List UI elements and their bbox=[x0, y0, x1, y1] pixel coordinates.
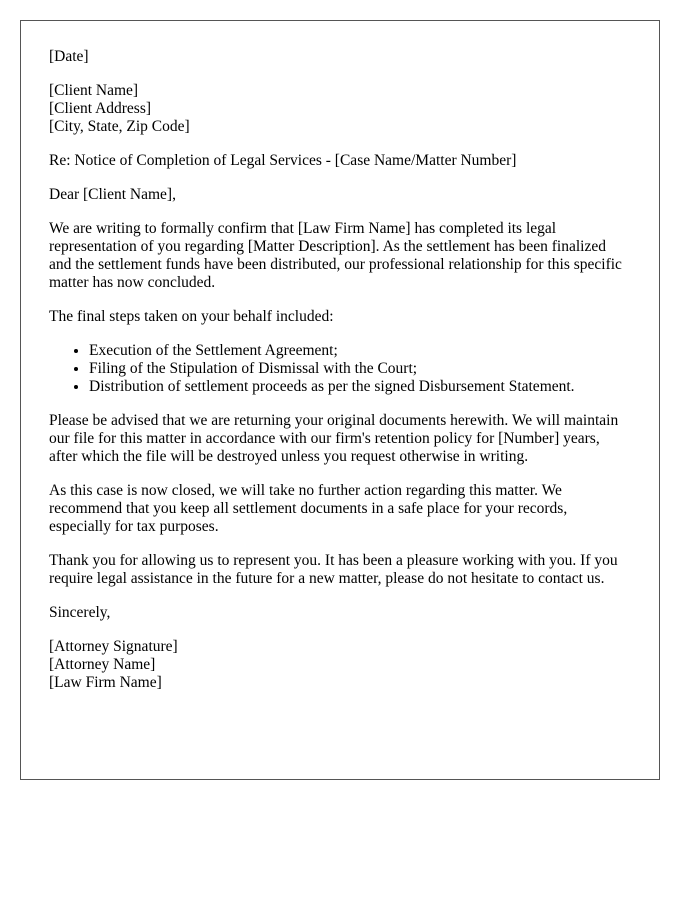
recipient-address: [Client Address] bbox=[49, 100, 152, 117]
list-item: • Execution of the Settlement Agreement; bbox=[89, 342, 631, 360]
attorney-signature: [Attorney Signature] bbox=[49, 638, 178, 655]
list-item: • Filing of the Stipulation of Dismissal with the Court; bbox=[89, 360, 631, 378]
steps-intro: The final steps taken on your behalf included: bbox=[49, 308, 334, 325]
salutation: Dear [Client Name], bbox=[49, 186, 176, 203]
recipient-block bbox=[49, 82, 631, 136]
letter-page bbox=[20, 20, 660, 780]
letter-date: [Date] bbox=[49, 48, 89, 65]
law-firm-name: [Law Firm Name] bbox=[49, 674, 162, 691]
signature-block bbox=[49, 638, 631, 692]
steps-list bbox=[49, 342, 631, 396]
list-item: • Distribution of settlement proceeds as per the signed Disbursement Statement. bbox=[89, 378, 631, 396]
body-paragraph-completion: We are writing to formally confirm that [Law Firm Name] has completed its legal representation of you regarding [Matter Description]. As the settlement has been finalized and the settlement funds have been distributed, our professional relationship for this specific matter has now concluded. bbox=[49, 220, 622, 291]
body-paragraph-case-closed: As this case is now closed, we will take no further action regarding this matter. We recommend that you keep all settlement documents in a safe place for your records, especially for tax purposes. bbox=[49, 482, 568, 535]
recipient-city-state-zip: [City, State, Zip Code] bbox=[49, 118, 190, 135]
attorney-name: [Attorney Name] bbox=[49, 656, 156, 673]
subject-line: Re: Notice of Completion of Legal Services - [Case Name/Matter Number] bbox=[49, 152, 517, 169]
recipient-name: [Client Name] bbox=[49, 82, 139, 99]
closing: Sincerely, bbox=[49, 604, 111, 621]
body-paragraph-thanks: Thank you for allowing us to represent you. It has been a pleasure working with you. If you require legal assistance in the future for a new matter, please do not hesitate to contact us. bbox=[49, 552, 618, 587]
body-paragraph-documents: Please be advised that we are returning your original documents herewith. We will maintain our file for this matter in accordance with our firm's retention policy for [Number] years, after which the file will be destroyed unless you request otherwise in writing. bbox=[49, 412, 619, 465]
